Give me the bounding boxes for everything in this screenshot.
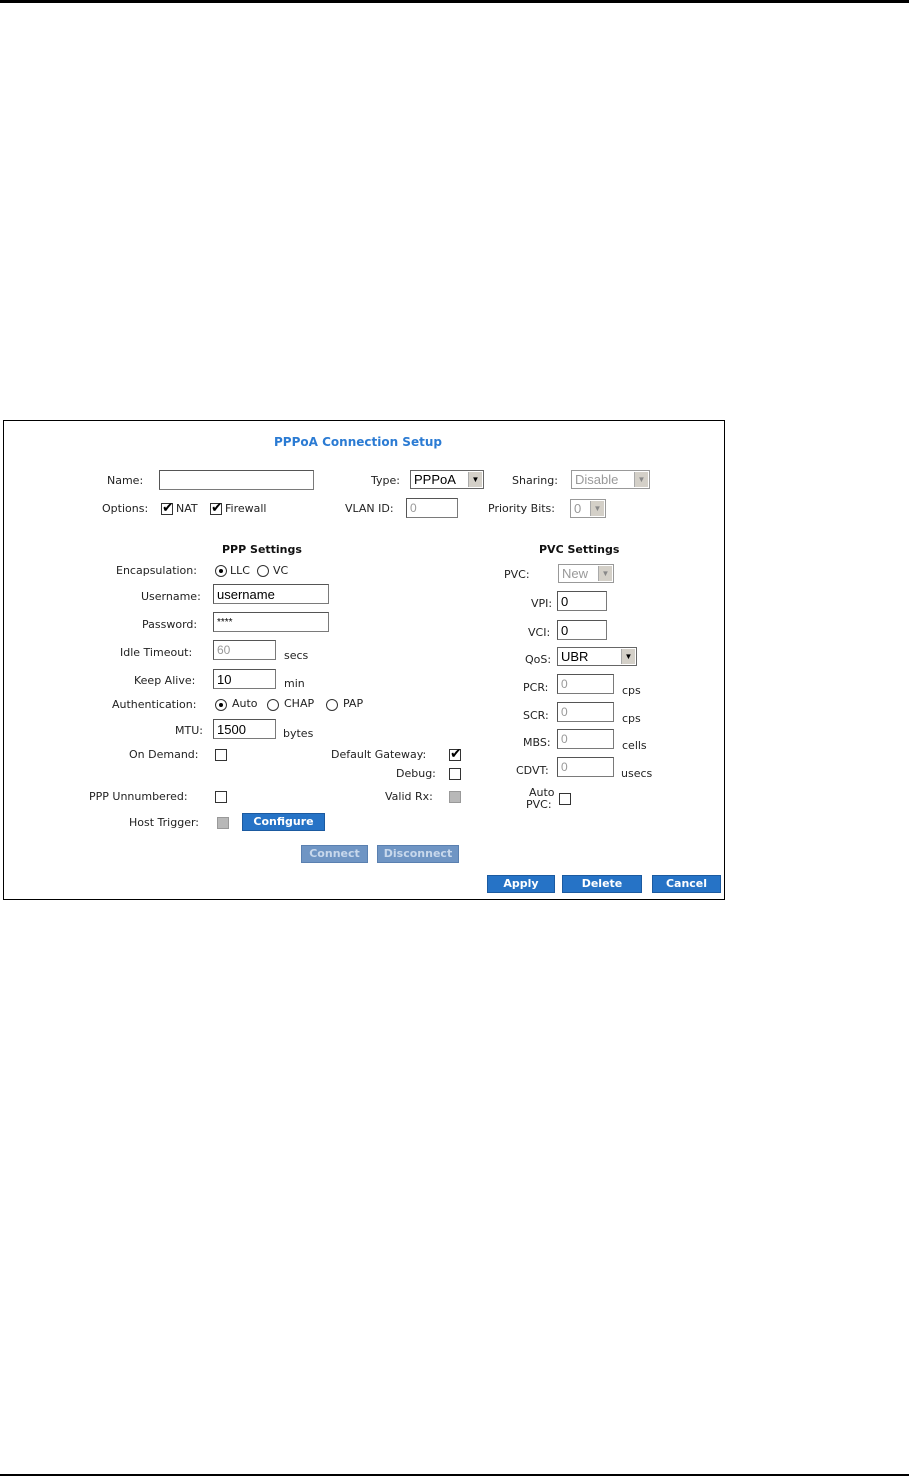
priority-bits-label: Priority Bits: xyxy=(488,502,555,515)
keep-alive-unit: min xyxy=(284,677,305,690)
vc-label: VC xyxy=(273,564,289,577)
auth-auto-label: Auto xyxy=(232,697,258,710)
host-trigger-label: Host Trigger: xyxy=(129,816,199,829)
pcr-label: PCR: xyxy=(523,681,549,694)
username-label: Username: xyxy=(141,590,201,603)
debug-checkbox[interactable] xyxy=(449,768,461,780)
auth-pap-radio[interactable] xyxy=(326,699,338,711)
type-select-value: PPPoA xyxy=(414,472,456,487)
chevron-down-icon: ▼ xyxy=(590,501,604,516)
on-demand-checkbox[interactable] xyxy=(215,749,227,761)
auth-auto-radio[interactable] xyxy=(215,699,227,711)
qos-select-value: UBR xyxy=(561,649,589,664)
vci-input[interactable] xyxy=(557,620,607,640)
sharing-select[interactable] xyxy=(571,470,650,489)
mtu-input[interactable] xyxy=(213,719,276,739)
auth-chap-label: CHAP xyxy=(284,697,315,710)
keep-alive-input[interactable] xyxy=(213,669,276,689)
pvc-label: PVC: xyxy=(504,568,530,581)
debug-label: Debug: xyxy=(396,767,436,780)
ppp-settings-heading: PPP Settings xyxy=(222,543,302,556)
firewall-checkbox[interactable] xyxy=(210,503,222,515)
cdvt-label: CDVT: xyxy=(516,764,549,777)
qos-label: QoS: xyxy=(525,653,552,666)
page-title: PPPoA Connection Setup xyxy=(274,435,442,449)
type-label: Type: xyxy=(371,474,400,487)
default-gateway-checkbox[interactable] xyxy=(449,749,461,761)
idle-timeout-label: Idle Timeout: xyxy=(120,646,193,659)
vlan-id-label: VLAN ID: xyxy=(345,502,394,515)
mbs-label: MBS: xyxy=(523,736,551,749)
authentication-label: Authentication: xyxy=(112,698,197,711)
encapsulation-label: Encapsulation: xyxy=(116,564,197,577)
password-input[interactable] xyxy=(213,612,329,632)
auto-pvc-label-line2: PVC: xyxy=(526,798,552,811)
idle-timeout-unit: secs xyxy=(284,649,309,662)
auto-pvc-checkbox[interactable] xyxy=(559,793,571,805)
scr-label: SCR: xyxy=(523,709,549,722)
top-rule xyxy=(0,0,909,3)
pppoa-setup-panel xyxy=(3,420,725,900)
nat-checkbox[interactable] xyxy=(161,503,173,515)
cdvt-unit: usecs xyxy=(621,767,653,780)
pvc-select-value: New xyxy=(562,566,589,581)
type-select[interactable] xyxy=(410,470,484,489)
configure-button[interactable]: Configure xyxy=(242,813,325,831)
chevron-down-icon: ▼ xyxy=(598,566,612,581)
firewall-label: Firewall xyxy=(225,502,267,515)
llc-radio[interactable] xyxy=(215,565,227,577)
ppp-unnumbered-label: PPP Unnumbered: xyxy=(89,790,188,803)
password-label: Password: xyxy=(142,618,198,631)
name-label: Name: xyxy=(107,474,144,487)
delete-button[interactable]: Delete xyxy=(562,875,642,893)
vlan-id-input[interactable] xyxy=(406,498,458,518)
chevron-down-icon: ▼ xyxy=(634,472,648,487)
vpi-label: VPI: xyxy=(531,597,553,610)
ppp-unnumbered-checkbox[interactable] xyxy=(215,791,227,803)
mbs-input[interactable] xyxy=(557,729,614,749)
priority-bits-value: 0 xyxy=(574,501,582,516)
mtu-label: MTU: xyxy=(175,724,203,737)
cdvt-input[interactable] xyxy=(557,757,614,777)
pcr-unit: cps xyxy=(622,684,641,697)
name-input[interactable] xyxy=(159,470,314,490)
disconnect-button[interactable]: Disconnect xyxy=(377,845,459,863)
auto-pvc-label-line1: Auto xyxy=(529,786,555,799)
options-label: Options: xyxy=(102,502,149,515)
apply-button[interactable]: Apply xyxy=(487,875,555,893)
auth-chap-radio[interactable] xyxy=(267,699,279,711)
on-demand-label: On Demand: xyxy=(129,748,199,761)
cancel-button[interactable]: Cancel xyxy=(652,875,721,893)
idle-timeout-input[interactable] xyxy=(213,640,276,660)
qos-select[interactable] xyxy=(557,647,637,666)
valid-rx-label: Valid Rx: xyxy=(385,790,433,803)
username-input[interactable] xyxy=(213,584,329,604)
sharing-select-value: Disable xyxy=(575,472,619,487)
pcr-input[interactable] xyxy=(557,674,614,694)
valid-rx-checkbox[interactable] xyxy=(449,791,461,803)
default-gateway-label: Default Gateway: xyxy=(331,748,427,761)
scr-input[interactable] xyxy=(557,702,614,722)
chevron-down-icon: ▼ xyxy=(621,649,635,664)
vc-radio[interactable] xyxy=(257,565,269,577)
keep-alive-label: Keep Alive: xyxy=(134,674,196,687)
mbs-unit: cells xyxy=(622,739,647,752)
pvc-settings-heading: PVC Settings xyxy=(539,543,620,556)
priority-bits-select[interactable] xyxy=(570,499,606,518)
bottom-rule xyxy=(0,1474,909,1476)
scr-unit: cps xyxy=(622,712,641,725)
llc-label: LLC xyxy=(230,564,250,577)
pvc-select[interactable] xyxy=(558,564,614,583)
vpi-input[interactable] xyxy=(557,591,607,611)
chevron-down-icon: ▼ xyxy=(468,472,482,487)
nat-label: NAT xyxy=(176,502,198,515)
host-trigger-checkbox[interactable] xyxy=(217,817,229,829)
connect-button[interactable]: Connect xyxy=(301,845,368,863)
auth-pap-label: PAP xyxy=(343,697,364,710)
mtu-unit: bytes xyxy=(283,727,314,740)
vci-label: VCI: xyxy=(528,626,551,639)
sharing-label: Sharing: xyxy=(512,474,558,487)
